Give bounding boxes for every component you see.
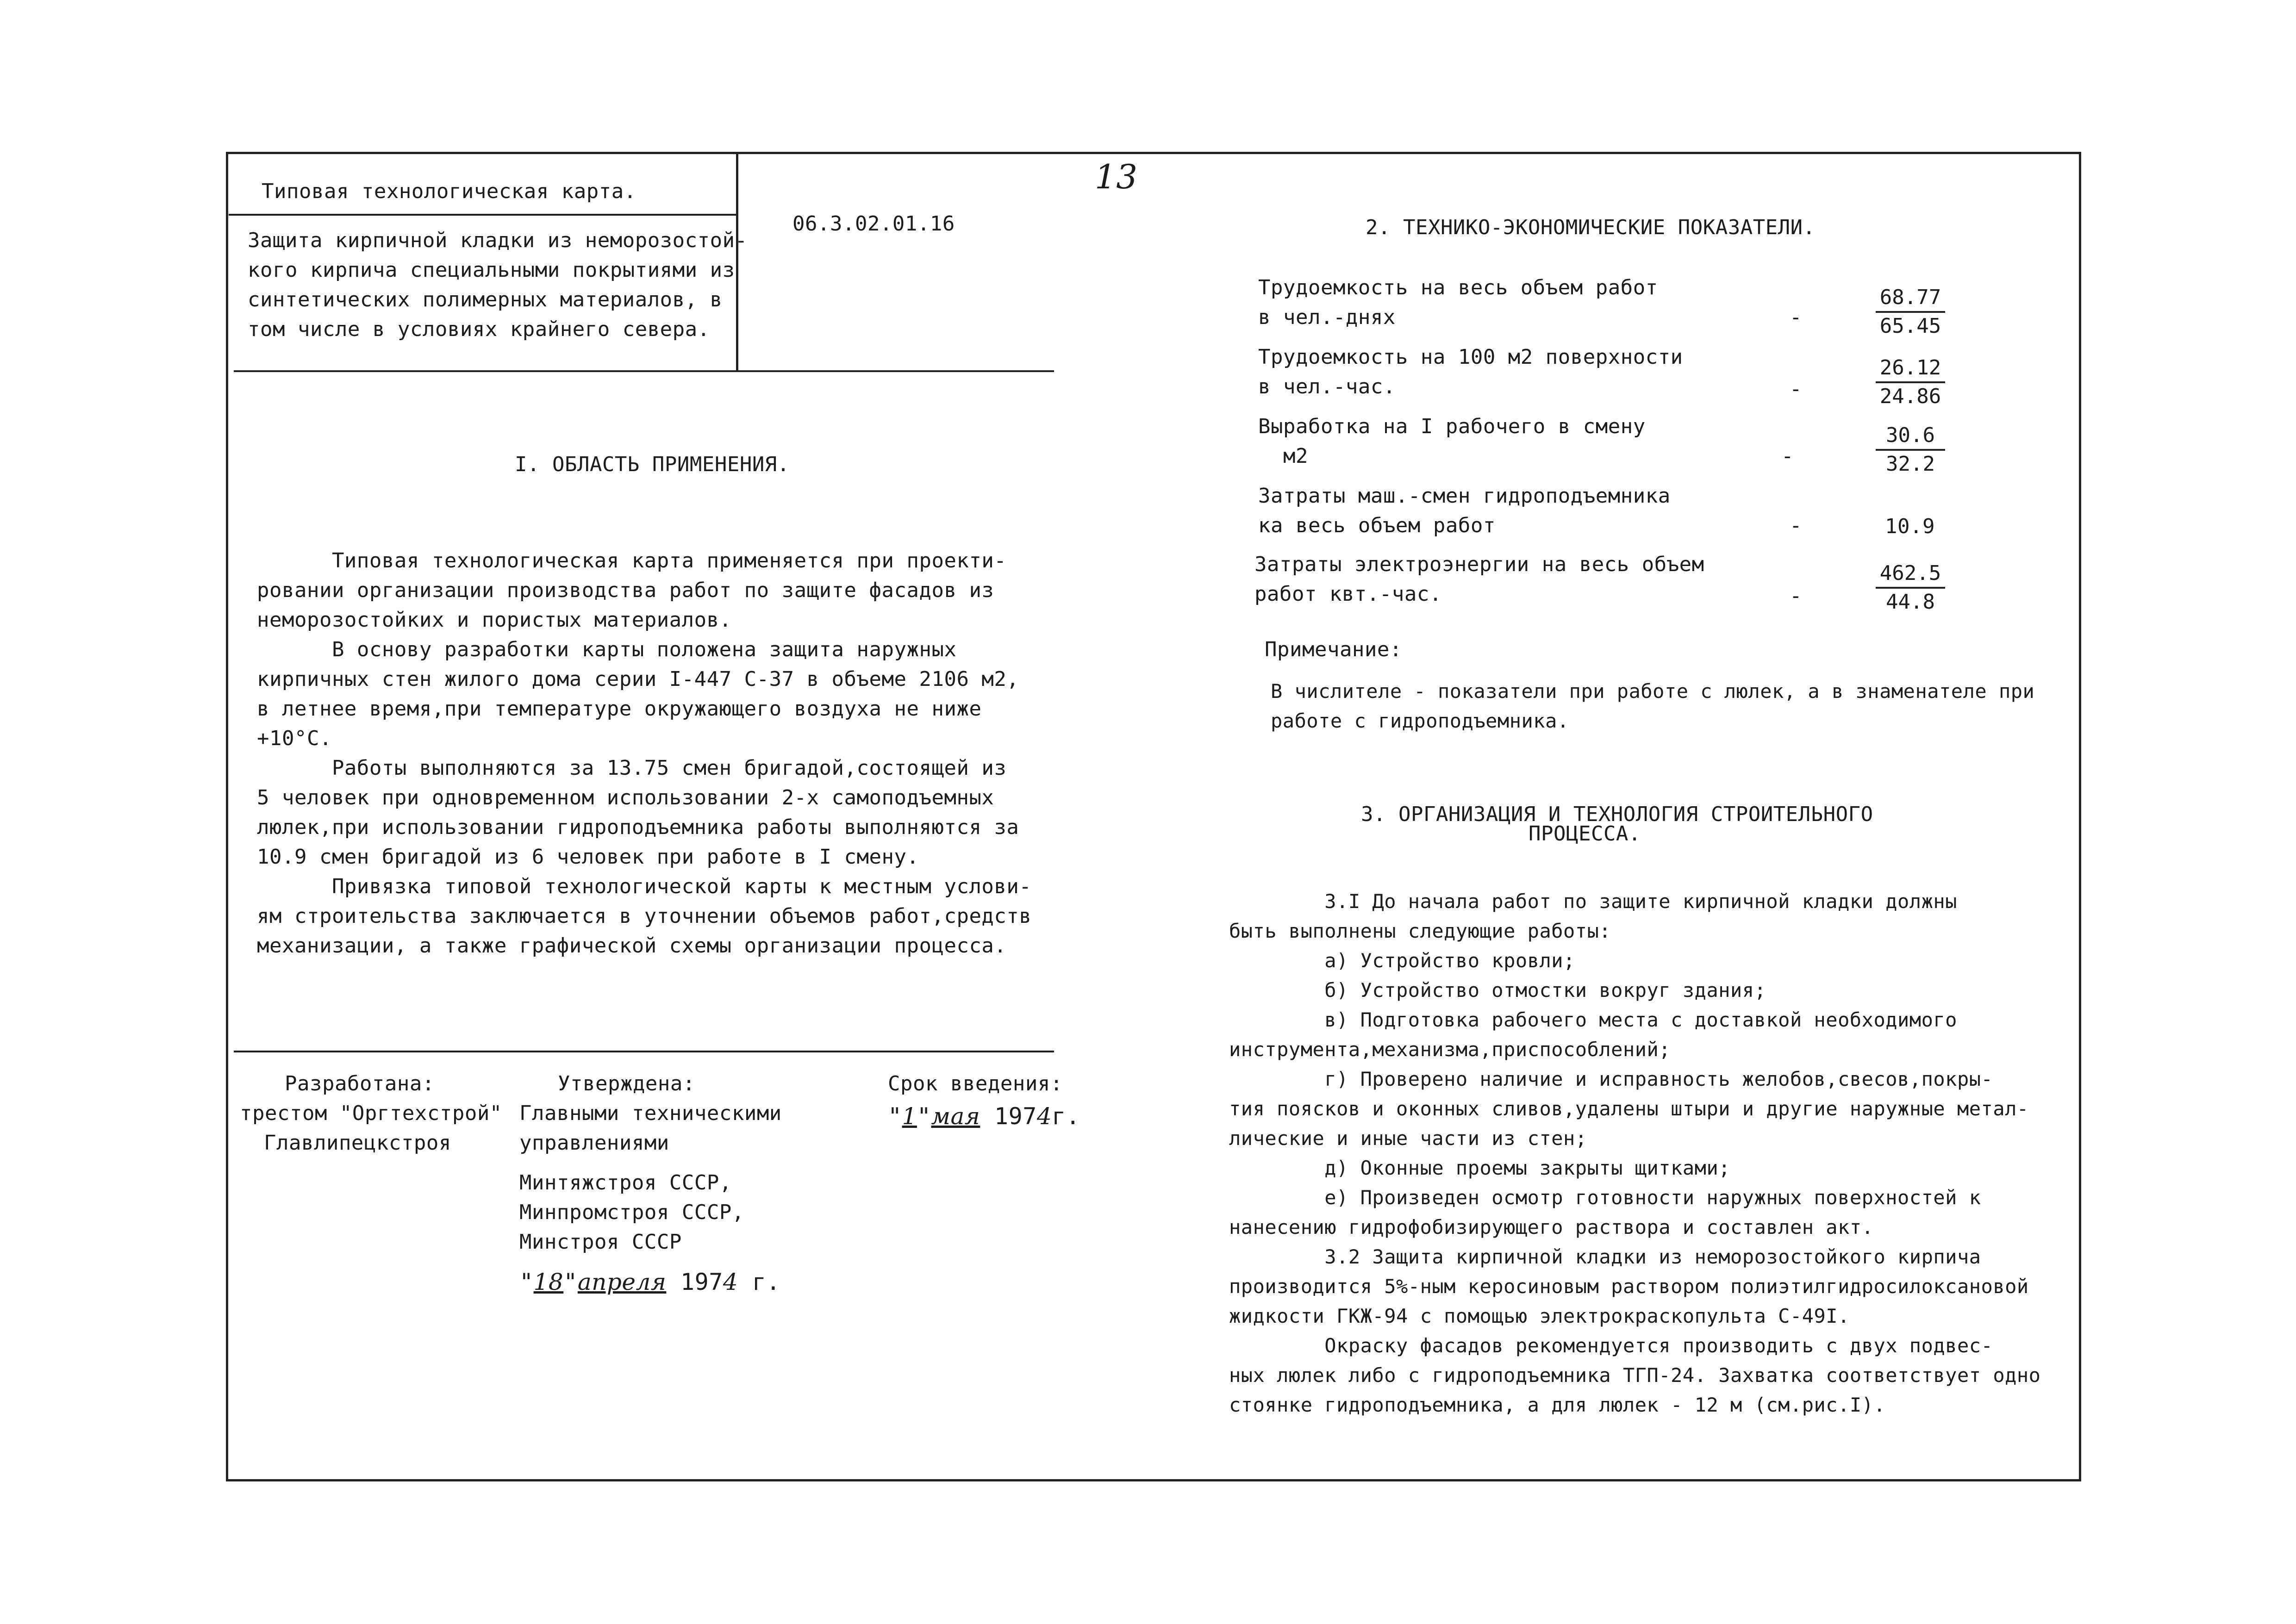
frame-bottom-line [226,1479,2081,1481]
indicator-label-line1: Выработка на I рабочего в смену [1258,415,1646,438]
approved-line: Минпромстроя СССР, [519,1201,744,1224]
indicator-denominator: 65.45 [1879,314,1941,338]
indicator-label-line2: в чел.-час. [1258,375,1396,398]
body-line: е) Произведен осмотр готовности наружных поверхностей к [1229,1186,1981,1209]
header-description-line: кого кирпича специальными покрытиями из [248,258,735,282]
header-bottom-line [234,370,1054,372]
body-line: механизации, а также графической схемы организации процесса. [257,934,1007,958]
approved-date: "18"апреля 1974 г. [519,1269,780,1295]
indicator-label-line2: ка весь объем работ [1258,514,1496,537]
note-label: Примечание: [1265,638,1402,661]
body-line: г) Проверено наличие и исправность желобов,свесов,покры- [1229,1068,1993,1090]
indicator-denominator: 44.8 [1886,590,1935,614]
indicator-dash: - [1781,444,1794,468]
frame-left-line [226,152,228,1481]
body-line: 5 человек при одновременном использовании 2-х самоподъемных [257,786,994,809]
document-code: 06.3.02.01.16 [792,212,955,236]
body-line: ям строительства заключается в уточнении объемов работ,средств [257,904,1032,928]
indicator-denominator: 24.86 [1879,385,1941,408]
effective-date-year-suffix: 4 [1036,1103,1052,1130]
page-number: 13 [1095,157,1138,196]
body-line: инструмента,механизма,приспособлений; [1229,1038,1671,1061]
frame-top-line [226,152,2081,154]
body-line: В основу разработки карты положена защита наружных [257,638,957,661]
indicator-dash: - [1790,584,1802,608]
body-line: ровании организации производства работ по защите фасадов из [257,579,994,602]
indicator-numerator: 462.5 [1876,560,1945,589]
indicator-fraction [1876,355,1945,410]
body-line: Привязка типовой технологической карты к местным услови- [257,875,1032,898]
indicator-dash: - [1790,514,1802,537]
body-line: производится 5%-ным керосиновым раствором полиэтилгидросилоксановой [1229,1275,2029,1298]
body-line: Окраску фасадов рекомендуется производить с двух подвес- [1229,1334,1993,1357]
body-line: Типовая технологическая карта применяется при проекти- [257,549,1007,572]
body-line: в) Подготовка рабочего места с доставкой необходимого [1229,1008,1957,1031]
effective-date-year-prefix: 197 [994,1103,1037,1130]
header-title-divider [229,214,738,216]
body-line: нанесению гидрофобизирующего раствора и составлен акт. [1229,1216,1874,1238]
indicator-value: 10.9 [1885,515,1935,538]
approved-date-tail: г. [738,1269,780,1295]
header-vertical-divider [736,153,738,371]
body-line: ных люлек либо с гидроподъемника ТГП-24. Захватка соответствует одно [1229,1364,2041,1387]
section3-heading-line1: 3. ОРГАНИЗАЦИЯ И ТЕХНОЛОГИЯ СТРОИТЕЛЬНОГО [1361,803,1873,826]
indicator-denominator: 32.2 [1886,452,1935,476]
section3-heading-line2: ПРОЦЕССА. [1529,822,1641,846]
note-line: работе с гидроподъемника. [1271,709,1569,732]
body-line: Работы выполняются за 13.75 смен бригадой,состоящей из [257,756,1007,780]
body-line: 3.2 Защита кирпичной кладки из неморозостойкого кирпича [1229,1245,1981,1268]
indicator-label-line1: Трудоемкость на весь объем работ [1258,276,1658,299]
indicator-fraction [1876,284,1945,340]
note-line: В числителе - показатели при работе с люлек, а в знаменателе при [1271,680,2035,703]
indicator-label-line1: Затраты маш.-смен гидроподъемника [1258,484,1671,508]
body-line: неморозостойких и пористых материалов. [257,608,732,632]
approved-line: Минтяжстроя СССР, [519,1171,732,1195]
indicator-numerator: 26.12 [1876,355,1945,383]
approved-label: Утверждена: [558,1072,695,1095]
body-line: в летнее время,при температуре окружающего воздуха не ниже [257,697,982,721]
indicator-fraction [1876,422,1945,478]
developed-label: Разработана: [285,1072,435,1095]
body-line: 3.I До начала работ по защите кирпичной кладки должны [1229,890,1957,913]
body-line: кирпичных стен жилого дома серии I-447 С-37 в объеме 2106 м2, [257,667,1019,691]
body-line: тия поясков и оконных сливов,удалены штыри и другие наружные метал- [1229,1097,2029,1120]
indicator-dash: - [1790,305,1802,329]
indicator-numerator: 30.6 [1876,422,1945,451]
body-line: люлек,при использовании гидроподъемника работы выполняются за [257,815,1019,839]
indicator-label-line2: м2 [1258,444,1308,468]
effective-date-month: мая [931,1103,980,1130]
body-line: б) Устройство отмостки вокруг здания; [1229,979,1766,1002]
indicator-label-line1: Трудоемкость на 100 м2 поверхности [1258,345,1683,369]
body-line: лические и иные части из стен; [1229,1127,1587,1150]
body-line: +10°C. [257,727,332,750]
header-description-line: синтетических полимерных материалов, в [248,288,723,311]
indicator-dash: - [1790,377,1802,401]
indicator-numerator: 68.77 [1876,284,1945,313]
body-line: д) Оконные проемы закрыты щитками; [1229,1157,1731,1179]
indicator-fraction [1876,560,1945,616]
body-line: 10.9 смен бригадой из 6 человек при работе в I смену. [257,845,919,869]
approved-date-year-prefix: 197 [680,1269,723,1295]
header-description-line: Защита кирпичной кладки из неморозостой- [248,229,748,252]
effective-date-day: 1 [902,1103,917,1130]
body-line: жидкости ГКЖ-94 с помощью электрокраскопульта С-49I. [1229,1305,1850,1327]
approved-date-day: 18 [533,1269,564,1295]
approved-line: Минстроя СССР [519,1230,682,1254]
approvals-top-line [234,1051,1054,1052]
header-title: Типовая технологическая карта. [262,180,636,203]
indicator-label-line2: в чел.-днях [1258,305,1396,329]
indicator-label-line1: Затраты электроэнергии на весь объем [1254,553,1704,576]
section1-heading: I. ОБЛАСТЬ ПРИМЕНЕНИЯ. [515,453,790,476]
approved-date-year-suffix: 4 [723,1269,738,1295]
frame-right-line [2079,152,2081,1481]
approved-line: Главными техническими [519,1101,782,1125]
body-line: стоянке гидроподъемника, а для люлек - 12 м (см.рис.I). [1229,1394,1886,1416]
header-description-line: том числе в условиях крайнего севера. [248,317,710,341]
effective-date-tail: г. [1052,1103,1080,1130]
body-line: а) Устройство кровли; [1229,949,1575,972]
effective-label: Срок введения: [888,1072,1063,1095]
developed-line: трестом "Оргтехстрой" [240,1101,502,1125]
effective-date: "1"мая 1974г. [888,1103,1080,1130]
indicator-label-line2: работ квт.-час. [1254,582,1442,606]
body-line: быть выполнены следующие работы: [1229,920,1611,942]
section2-heading: 2. ТЕХНИКО-ЭКОНОМИЧЕСКИЕ ПОКАЗАТЕЛИ. [1366,216,1816,239]
approved-line: управлениями [519,1131,669,1155]
developed-line: Главлипецкстроя [264,1131,451,1155]
approved-date-month: апреля [577,1269,667,1295]
